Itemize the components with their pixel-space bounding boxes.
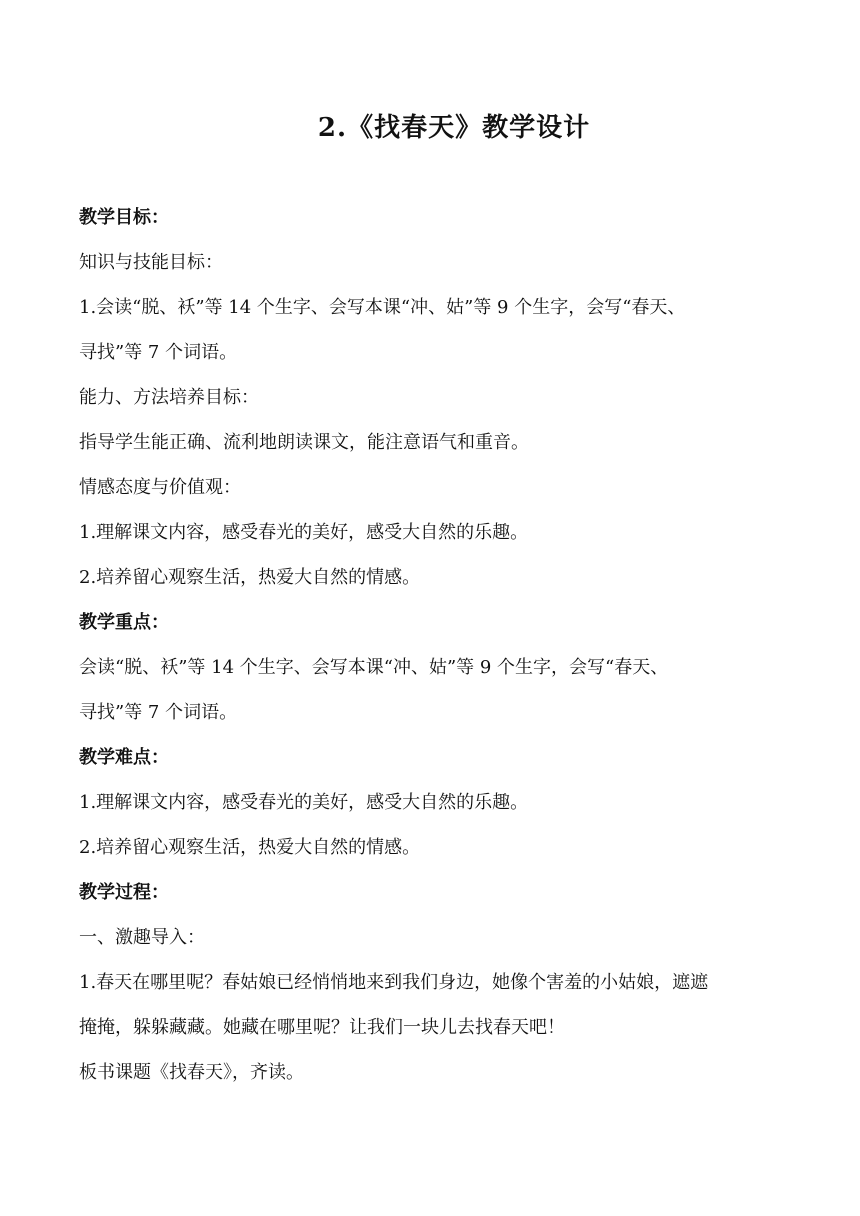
paragraph-line: 掩掩，躲躲藏藏。她藏在哪里呢？让我们一块儿去找春天吧！ xyxy=(79,1017,565,1038)
paragraph-line: 板书课题《找春天》，齐读。 xyxy=(79,1062,304,1083)
document-title: 2.《找春天》教学设计 xyxy=(317,113,591,143)
heading-teaching-goals: 教学目标： xyxy=(79,207,169,228)
subheading-ability-goals: 能力、方法培养目标： xyxy=(79,387,259,408)
subheading-introduction: 一、激趣导入： xyxy=(79,927,205,948)
paragraph-line: 指导学生能正确、流利地朗读课文，能注意语气和重音。 xyxy=(79,432,529,453)
subheading-knowledge-goals: 知识与技能目标： xyxy=(79,252,223,273)
paragraph-line: 寻找”等 7 个词语。 xyxy=(79,702,238,723)
paragraph-line: 1.理解课文内容，感受春光的美好，感受大自然的乐趣。 xyxy=(79,522,529,543)
paragraph-line: 寻找”等 7 个词语。 xyxy=(79,342,238,363)
paragraph-line: 1.春天在哪里呢？春姑娘已经悄悄地来到我们身边，她像个害羞的小姑娘，遮遮 xyxy=(79,972,709,993)
paragraph-line: 2.培养留心观察生活，热爱大自然的情感。 xyxy=(79,567,421,588)
heading-key-points: 教学重点： xyxy=(79,612,169,633)
paragraph-line: 2.培养留心观察生活，热爱大自然的情感。 xyxy=(79,837,421,858)
paragraph-line: 1.理解课文内容，感受春光的美好，感受大自然的乐趣。 xyxy=(79,792,529,813)
paragraph-line: 会读“脱、袄”等 14 个生字、会写本课“冲、姑”等 9 个生字，会写“春天、 xyxy=(79,657,669,678)
paragraph-line: 1.会读“脱、袄”等 14 个生字、会写本课“冲、姑”等 9 个生字，会写“春天、 xyxy=(79,297,686,318)
heading-teaching-process: 教学过程： xyxy=(79,882,169,903)
heading-difficult-points: 教学难点： xyxy=(79,747,169,768)
subheading-emotion-goals: 情感态度与价值观： xyxy=(79,477,241,498)
